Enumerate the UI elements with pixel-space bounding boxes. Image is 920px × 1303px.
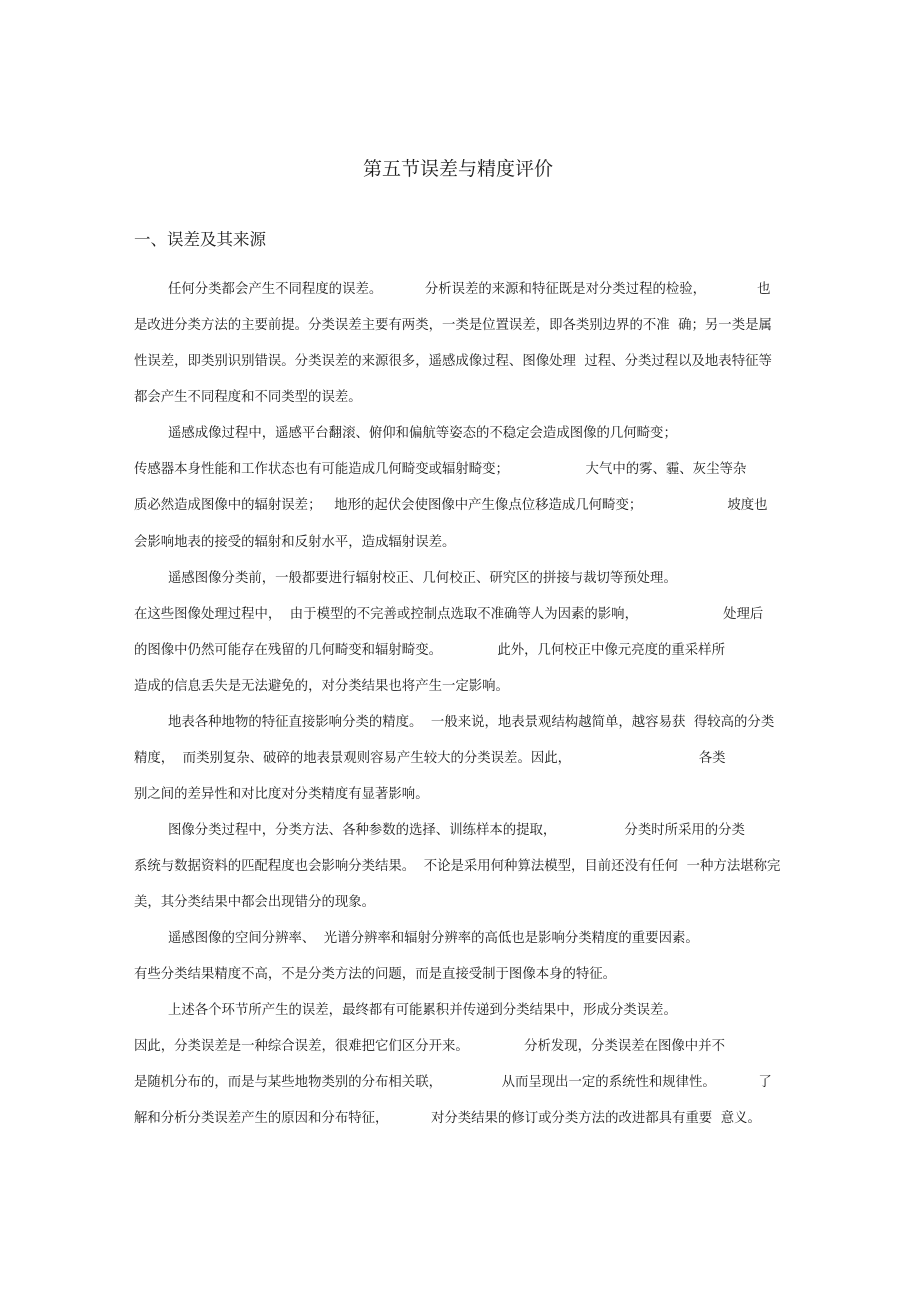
paragraph-line: 传感器本身性能和工作状态也有可能造成几何畸变或辐射畸变； 大气中的雾、霾、灰尘等杂 — [134, 462, 747, 477]
paragraph-line: 上述各个环节所产生的误差，最终都有可能累积并传递到分类结果中，形成分类误差。 — [168, 1003, 677, 1018]
paragraph-line: 遥感图像分类前，一般都要进行辐射校正、几何校正、研究区的拼接与裁切等预处理。 — [168, 571, 677, 586]
paragraph-line: 在这些图像处理过程中， 由于模型的不完善或控制点选取不准确等人为因素的影响， 处理后 — [134, 607, 764, 622]
paragraph-line: 质必然造成图像中的辐射误差； 地形的起伏会使图像中产生像点位移造成几何畸变； 坡度也 — [134, 498, 768, 513]
paragraph-line: 解和分析分类误差产生的原因和分布特征， 对分类结果的修订或分类方法的改进都具有重要 意义。 — [134, 1111, 761, 1126]
paragraph-line: 是随机分布的，而是与某些地物类别的分布相关联， 从而呈现出一定的系统性和规律性。 了 — [134, 1075, 772, 1090]
paragraph-line: 图像分类过程中，分类方法、各种参数的选择、训练样本的提取， 分类时所采用的分类 — [168, 823, 745, 838]
paragraph-line: 是改进分类方法的主要前提。分类误差主要有两类，一类是位置误差，即各类别边界的不准 确；另一类是属 — [134, 318, 772, 333]
paragraph-line: 美，其分类结果中都会出现错分的现象。 — [134, 895, 376, 910]
paragraph-line: 因此，分类误差是一种综合误差，很难把它们区分开来。 分析发现，分类误差在图像中并不 — [134, 1039, 725, 1054]
paragraph-line: 会影响地表的接受的辐射和反射水平，造成辐射误差。 — [134, 535, 456, 550]
paragraph-line: 系统与数据资料的匹配程度也会影响分类结果。 不论是采用何种算法模型，目前还没有任何 一种方法堪称完 — [134, 859, 781, 874]
paragraph-line: 地表各种地物的特征直接影响分类的精度。 一般来说，地表景观结构越简单，越容易获 得较高的分类 — [168, 715, 775, 730]
paragraph-line: 造成的信息丢失是无法避免的，对分类结果也将产生一定影响。 — [134, 679, 509, 694]
paragraph-line: 精度， 而类别复杂、破碎的地表景观则容易产生较大的分类误差。因此， 各类 — [134, 751, 726, 766]
section-heading: 一、误差及其来源 — [134, 230, 266, 249]
paragraph-line: 有些分类结果精度不高，不是分类方法的问题，而是直接受制于图像本身的特征。 — [134, 967, 617, 982]
paragraph-line: 别之间的差异性和对比度对分类精度有显著影响。 — [134, 787, 429, 802]
paragraph-line: 遥感成像过程中，遥感平台翻滚、俯仰和偏航等姿态的不稳定会造成图像的几何畸变； — [168, 426, 677, 441]
page-title: 第五节误差与精度评价 — [362, 158, 553, 180]
paragraph-line: 性误差，即类别识别错误。分类误差的来源很多，遥感成像过程、图像处理 过程、分类过程以及地表特征等 — [134, 354, 772, 369]
paragraph-line: 遥感图像的空间分辨率、 光谱分辨率和辐射分辨率的高低也是影响分类精度的重要因素。 — [168, 931, 699, 946]
paragraph-line: 都会产生不同程度和不同类型的误差。 — [134, 390, 362, 405]
paragraph-line: 任何分类都会产生不同程度的误差。 分析误差的来源和特征既是对分类过程的检验， 也 — [168, 282, 771, 297]
paragraph-line: 的图像中仍然可能存在残留的几何畸变和辐射畸变。 此外，几何校正中像元亮度的重采样所 — [134, 643, 725, 658]
